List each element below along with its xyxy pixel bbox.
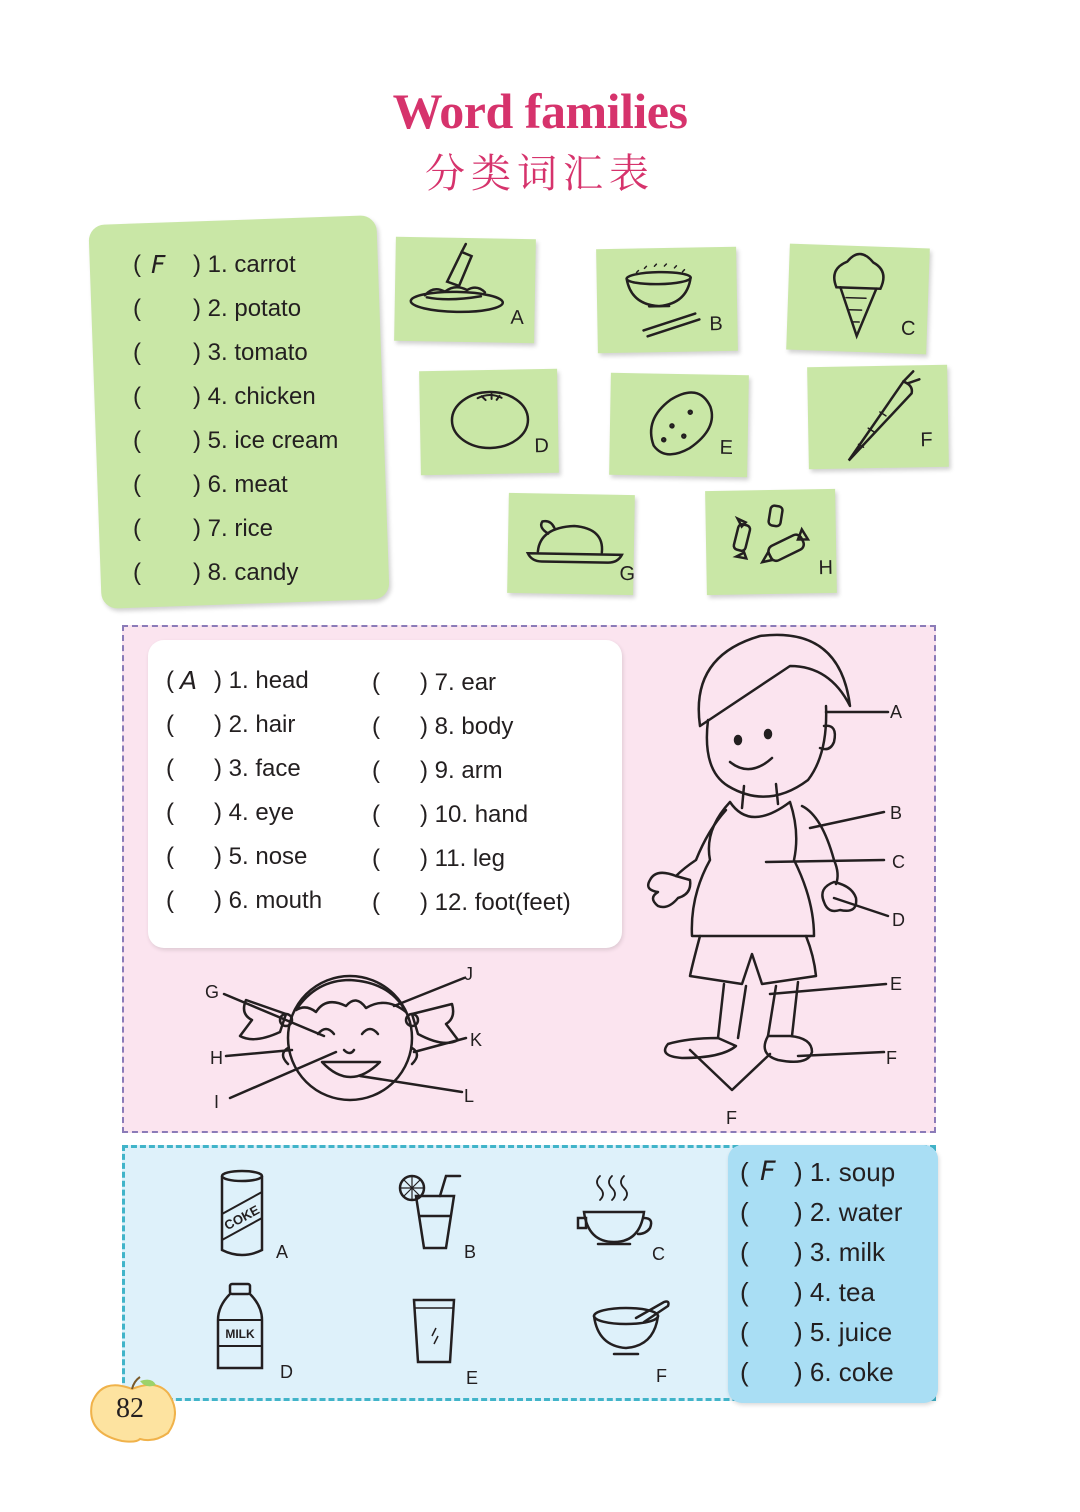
answer-blank[interactable]: ( [133,339,141,366]
drink-label: C [652,1244,665,1264]
boy-label: D [892,910,905,930]
answer-blank[interactable]: ( [133,427,141,454]
milk-bottle-icon [210,1280,274,1376]
food-card-b [596,247,738,353]
drink-item: ( ) 2. water [740,1197,903,1227]
can-text: COKE [221,1202,262,1233]
answer-blank[interactable]: ( [740,1197,749,1227]
food-item: ( ) 2. potato [133,292,338,336]
face-label: K [470,1030,483,1050]
food-item: ( ) 6. meat [133,468,338,512]
body-word-list-right [372,666,571,930]
food-item: ( ) 4. chicken [133,380,338,424]
drink-label: D [280,1362,293,1382]
food-card-d [419,369,559,475]
food-item: ( ) 3. tomato [133,336,338,380]
boy-illustration [630,630,930,1110]
card-letter: C [900,317,916,341]
card-letter: B [709,313,723,336]
body-item: ( ) 4. eye [166,796,322,840]
boy-label: A [890,702,903,722]
card-letter: F [920,429,933,452]
answer-blank[interactable]: ( F [133,250,166,279]
girl-face-illustration [200,960,500,1110]
answer-blank[interactable]: ( [166,799,174,826]
card-letter: G [619,562,636,586]
answer-blank[interactable]: ( [133,295,141,322]
body-item: ( ) 5. nose [166,840,322,884]
food-card-h [705,489,837,595]
rice-bowl-icon [596,247,738,353]
potato-icon [609,373,749,477]
answer-blank[interactable]: ( [372,669,380,696]
body-item: ( ) 7. ear [372,666,571,710]
food-card-e [609,373,749,477]
body-item: ( ) 6. mouth [166,884,322,928]
food-card-g [507,493,635,595]
body-word-list-left [166,664,322,928]
card-letter: E [719,436,734,459]
soup-bowl-icon [586,1294,676,1364]
answer-blank[interactable]: ( [372,757,380,784]
body-item: ( ) 11. leg [372,842,571,886]
drink-item: ( F ) 1. soup [740,1156,896,1187]
answer-blank[interactable]: ( [133,383,141,410]
face-label: J [464,964,473,984]
drinks-word-list [740,1155,902,1395]
drink-label: F [656,1366,667,1386]
boy-label: F [886,1048,897,1068]
face-label: I [214,1092,220,1112]
juice-glass-icon [394,1168,470,1258]
body-item: ( ) 2. hair [166,708,322,752]
drink-label: E [466,1368,479,1388]
food-item: ( ) 8. candy [133,556,338,600]
boy-label: F [726,1108,737,1128]
tea-cup-icon [574,1172,654,1252]
drink-item: ( ) 6. coke [740,1357,894,1387]
boy-label: E [890,974,903,994]
food-card-f [807,365,949,469]
coke-can-icon [210,1168,280,1260]
boy-label: B [890,803,903,823]
drink-label: B [464,1242,477,1262]
card-letter: A [510,306,525,330]
answer-blank[interactable]: ( [740,1317,749,1347]
body-item: ( ) 9. arm [372,754,571,798]
tomato-icon [419,369,559,475]
body-item: ( ) 3. face [166,752,322,796]
answer-blank[interactable]: ( [133,515,141,542]
food-card-a [394,237,536,343]
roast-chicken-icon [507,493,635,595]
answer-blank[interactable]: ( [740,1357,749,1387]
bottle-text: MILK [225,1327,255,1341]
body-item: ( A ) 1. head [166,664,322,708]
answer-blank[interactable]: ( [372,713,380,740]
answer-blank[interactable]: ( [166,843,174,870]
carrot-icon [807,365,949,469]
page-subtitle: 分类词汇表 [425,151,655,197]
card-letter: H [818,556,834,580]
food-item: ( ) 5. ice cream [133,424,338,468]
answer-blank[interactable]: ( A [166,666,198,695]
drink-item: ( ) 5. juice [740,1317,893,1347]
answer-blank[interactable]: ( [740,1277,749,1307]
answer-blank[interactable]: ( [372,889,380,916]
answer-blank[interactable]: ( [372,801,380,828]
body-item: ( ) 10. hand [372,798,571,842]
food-word-list [133,248,338,600]
face-label: L [464,1086,475,1106]
water-glass-icon [404,1294,464,1374]
answer-blank[interactable]: ( [372,845,380,872]
card-letter: D [534,434,550,458]
answer-blank[interactable]: ( [740,1237,749,1267]
food-item: ( F ) 1. carrot [133,248,338,292]
body-item: ( ) 8. body [372,710,571,754]
answer-blank[interactable]: ( [166,887,174,914]
answer-blank[interactable]: ( [166,711,174,738]
drink-item: ( ) 3. milk [740,1237,885,1267]
answer-blank[interactable]: ( [133,471,141,498]
page-number: 82 [116,1393,144,1424]
face-label: G [205,982,220,1002]
answer-blank[interactable]: ( [166,755,174,782]
drink-label: A [276,1242,289,1262]
candy-icon [705,489,837,595]
face-label: H [210,1048,223,1068]
boy-label: C [892,852,905,872]
answer-blank[interactable]: ( F [740,1156,776,1187]
drink-item: ( ) 4. tea [740,1277,875,1307]
food-card-c [786,244,930,355]
body-item: ( ) 12. foot(feet) [372,886,571,930]
answer-blank[interactable]: ( [133,559,141,586]
page-title: Word families [392,83,688,139]
food-item: ( ) 7. rice [133,512,338,556]
